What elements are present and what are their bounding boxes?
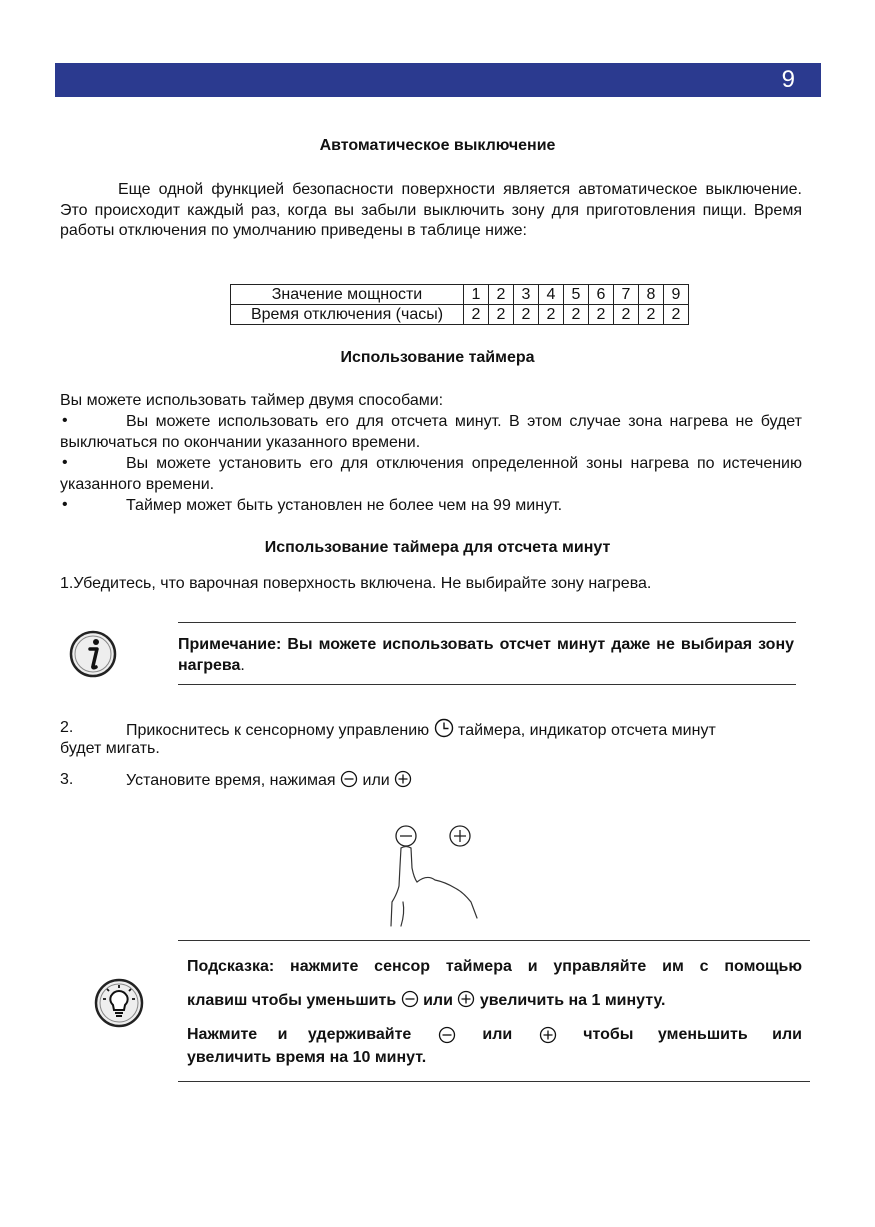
table-cell: 2: [489, 305, 514, 325]
note-end: .: [240, 657, 245, 674]
table-row-power: [231, 285, 689, 305]
table-cell: 2: [664, 305, 689, 325]
plus-icon: [450, 826, 470, 846]
tip-line-3-a: Нажмите и удерживайте: [187, 1026, 412, 1043]
row-label-power: Значение мощности: [231, 285, 464, 305]
table-cell: 5: [564, 285, 589, 305]
note-text: [178, 634, 794, 676]
info-icon: [68, 629, 118, 679]
step-3-or: или: [362, 772, 390, 789]
plus-icon: [394, 770, 412, 788]
heading-timer: Использование таймера: [340, 349, 535, 366]
step-2-text-a: Прикоснитесь к сенсорному управлению: [126, 722, 430, 739]
timer-intro: Вы можете использовать таймер двумя способами:: [60, 392, 444, 409]
row-label-off-time: Время отключения (часы): [231, 305, 464, 325]
table-cell: 2: [639, 305, 664, 325]
hand-pointer-icon: [391, 847, 477, 927]
tip-line-2: [187, 990, 665, 1011]
timer-bullet-3: Таймер может быть установлен не более чем на 99 минут.: [126, 497, 563, 514]
step-3-number: 3.: [60, 771, 74, 788]
tip-line-2-a: клавиш чтобы уменьшить: [187, 992, 397, 1009]
note-top-rule: [178, 622, 796, 623]
table-cell: 3: [514, 285, 539, 305]
step-2-number: 2.: [60, 719, 74, 736]
step-2-text-b: таймера, индикатор отсчета минут: [458, 722, 716, 739]
tip-bottom-rule: [178, 1081, 810, 1082]
minus-icon: [401, 990, 419, 1008]
page-number: 9: [781, 66, 795, 93]
auto-off-table: [230, 284, 689, 325]
table-cell: 1: [464, 285, 489, 305]
tip-line-3-b: чтобы уменьшить или: [583, 1026, 802, 1043]
bullet-symbol: •: [62, 412, 68, 429]
step-1: 1.Убедитесь, что варочная поверхность включена. Не выбирайте зону нагрева.: [60, 575, 652, 592]
table-cell: 4: [539, 285, 564, 305]
tip-line-2-or: или: [423, 992, 453, 1009]
table-cell: 8: [639, 285, 664, 305]
hand-pointer-illustration: [375, 818, 495, 930]
tip-line-3: [187, 1024, 802, 1045]
table-cell: 2: [464, 305, 489, 325]
timer-bullet-1: Вы можете использовать его для отсчета минут. В этом случае зона нагрева не будет выключаться по окончании указанного времени.: [60, 413, 802, 451]
table-cell: 9: [664, 285, 689, 305]
plus-icon: [539, 1026, 557, 1044]
auto-off-paragraph: Еще одной функцией безопасности поверхности является автоматическое выключение. Это происходит каждый раз, когда вы забыли выключить зону для приготовления пищи. Время работы отключения по умолчанию приведены в таблице ниже:: [60, 181, 802, 239]
bullet-symbol: •: [62, 496, 68, 513]
step-3-text: Установите время, нажимая: [126, 772, 336, 789]
tip-top-rule: [178, 940, 810, 941]
minus-icon: [340, 770, 358, 788]
tip-line-2-b: увеличить на 1 минуту.: [479, 992, 666, 1009]
tip-line-3-or: или: [482, 1026, 513, 1043]
heading-auto-off: Автоматическое выключение: [319, 137, 556, 154]
table-row-off-time: [231, 305, 689, 325]
table-cell: 2: [514, 305, 539, 325]
table-cell: 2: [564, 305, 589, 325]
bullet-symbol: •: [62, 454, 68, 471]
table-cell: 7: [614, 285, 639, 305]
step-3-line: [126, 770, 412, 792]
plus-icon: [457, 990, 475, 1008]
step-2-line: [126, 718, 806, 742]
table-cell: 2: [614, 305, 639, 325]
table-cell: 6: [589, 285, 614, 305]
note-body: Примечание: Вы можете использовать отсчет минут даже не выбирая зону нагрева: [178, 636, 794, 674]
minus-icon: [438, 1026, 456, 1044]
minus-icon: [396, 826, 416, 846]
lightbulb-icon: [93, 977, 145, 1029]
table-cell: 2: [589, 305, 614, 325]
heading-minute-minder: Использование таймера для отсчета минут: [264, 539, 611, 556]
clock-icon: [434, 718, 454, 738]
timer-bullet-2: Вы можете установить его для отключения определенной зоны нагрева по истечению указанного времени.: [60, 455, 802, 493]
step-2-continuation: будет мигать.: [60, 740, 160, 757]
tip-line-1: Подсказка: нажмите сенсор таймера и управляйте им с помощью: [187, 958, 802, 975]
tip-line-4: увеличить время на 10 минут.: [187, 1049, 427, 1066]
table-cell: 2: [539, 305, 564, 325]
note-bottom-rule: [178, 684, 796, 685]
header-bar: [55, 63, 821, 97]
table-cell: 2: [489, 285, 514, 305]
